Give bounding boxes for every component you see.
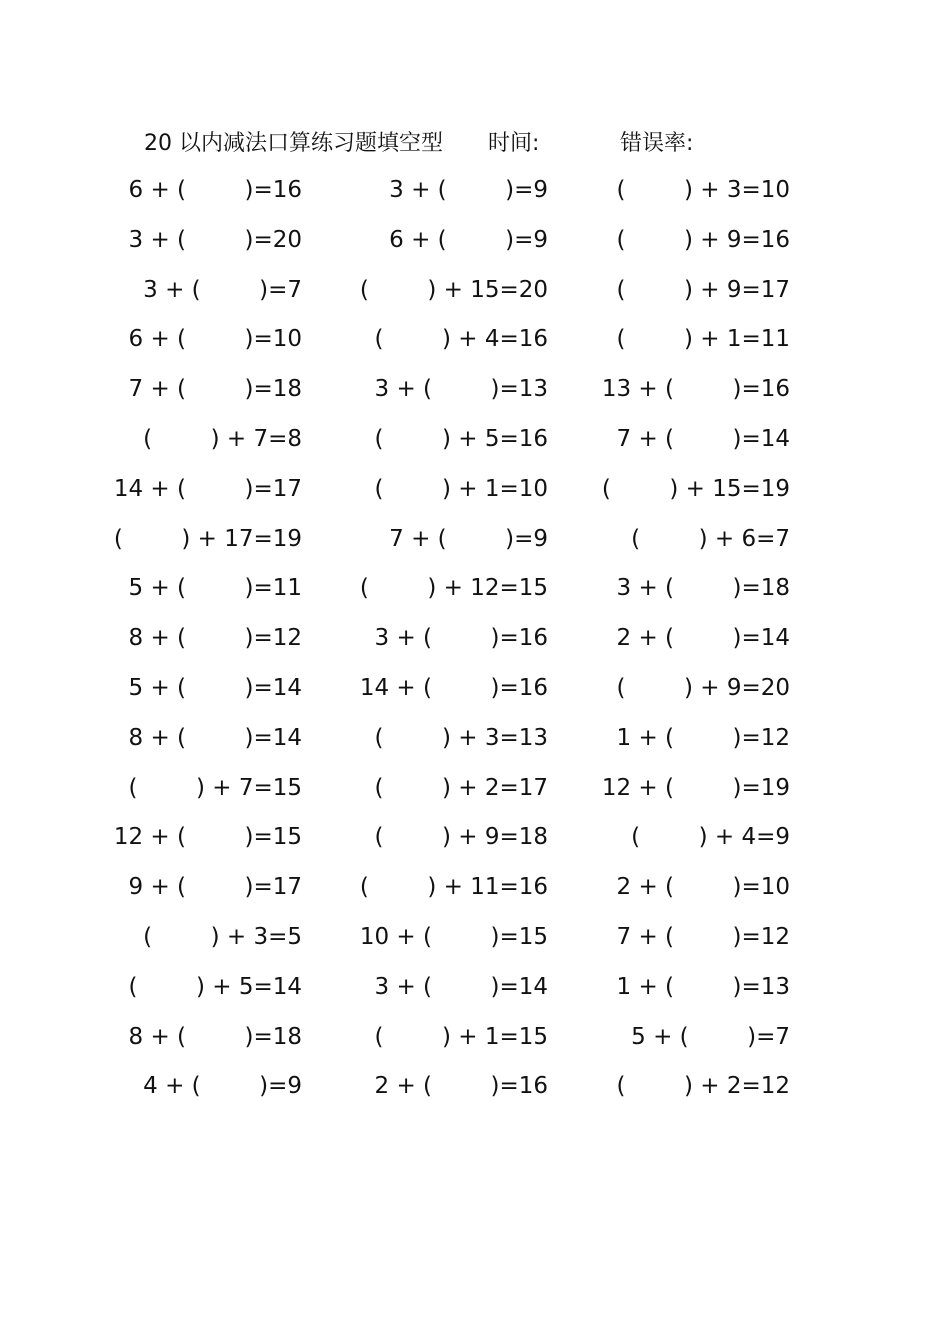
problem-item: 8 + ( )=12 — [128, 625, 302, 651]
problem-item: 3 + ( )=13 — [374, 376, 548, 402]
problem-item: ( ) + 15=20 — [359, 277, 548, 303]
problem-item: ( ) + 7=8 — [143, 426, 302, 452]
problem-item: ( ) + 9=20 — [616, 675, 790, 701]
problem-item: ( ) + 3=5 — [143, 924, 302, 950]
problem-item: ( ) + 5=16 — [374, 426, 548, 452]
problem-item: ( ) + 9=18 — [374, 824, 548, 850]
problem-item: ( ) + 5=14 — [128, 974, 302, 1000]
header-row — [0, 126, 950, 158]
problem-row — [0, 874, 950, 914]
problem-item: 4 + ( )=9 — [143, 1073, 302, 1099]
problem-item: ( ) + 1=15 — [374, 1024, 548, 1050]
problem-item: ( ) + 3=13 — [374, 725, 548, 751]
problem-item: ( ) + 1=11 — [616, 326, 790, 352]
problem-item: 1 + ( )=13 — [616, 974, 790, 1000]
problem-row — [0, 426, 950, 466]
problem-item: 12 + ( )=19 — [601, 775, 790, 801]
problem-item: ( ) + 9=16 — [616, 227, 790, 253]
problem-row — [0, 974, 950, 1014]
problem-row — [0, 625, 950, 665]
problem-item: ( ) + 9=17 — [616, 277, 790, 303]
problem-item: ( ) + 15=19 — [601, 476, 790, 502]
problem-row — [0, 277, 950, 317]
problem-row — [0, 376, 950, 416]
problem-item: 14 + ( )=16 — [359, 675, 548, 701]
problem-item: 3 + ( )=9 — [389, 177, 548, 203]
time-label: 时间: — [488, 131, 540, 156]
problem-item: 2 + ( )=14 — [616, 625, 790, 651]
problem-item: 7 + ( )=9 — [389, 526, 548, 552]
problem-row — [0, 526, 950, 566]
problem-row — [0, 227, 950, 267]
problem-row — [0, 326, 950, 366]
problem-item: ( ) + 2=17 — [374, 775, 548, 801]
problem-item: 6 + ( )=9 — [389, 227, 548, 253]
problem-row — [0, 1024, 950, 1064]
problem-row — [0, 824, 950, 864]
problem-item: ( ) + 17=19 — [113, 526, 302, 552]
problem-item: 7 + ( )=18 — [128, 376, 302, 402]
problem-item: 3 + ( )=7 — [143, 277, 302, 303]
problem-item: 3 + ( )=18 — [616, 575, 790, 601]
problem-item: 9 + ( )=17 — [128, 874, 302, 900]
problem-row — [0, 476, 950, 516]
problem-item: 5 + ( )=14 — [128, 675, 302, 701]
problem-item: 8 + ( )=18 — [128, 1024, 302, 1050]
problem-row — [0, 575, 950, 615]
worksheet-title: 20 以内减法口算练习题填空型 — [144, 131, 443, 156]
problem-item: ( ) + 12=15 — [359, 575, 548, 601]
error-rate-label: 错误率: — [620, 131, 694, 156]
problem-item: ( ) + 6=7 — [631, 526, 790, 552]
problem-item: ( ) + 4=16 — [374, 326, 548, 352]
problem-item: 7 + ( )=14 — [616, 426, 790, 452]
problem-row — [0, 924, 950, 964]
problem-item: ( ) + 3=10 — [616, 177, 790, 203]
problem-item: 6 + ( )=10 — [128, 326, 302, 352]
problem-item: 5 + ( )=11 — [128, 575, 302, 601]
problem-item: 7 + ( )=12 — [616, 924, 790, 950]
problem-row — [0, 675, 950, 715]
problem-item: 14 + ( )=17 — [113, 476, 302, 502]
problem-row — [0, 1073, 950, 1113]
problem-item: 5 + ( )=7 — [631, 1024, 790, 1050]
problem-item: 6 + ( )=16 — [128, 177, 302, 203]
problem-item: ( ) + 1=10 — [374, 476, 548, 502]
problem-row — [0, 177, 950, 217]
problem-item: ( ) + 11=16 — [359, 874, 548, 900]
problem-item: ( ) + 7=15 — [128, 775, 302, 801]
problem-row — [0, 725, 950, 765]
problem-item: 3 + ( )=16 — [374, 625, 548, 651]
problem-item: 2 + ( )=10 — [616, 874, 790, 900]
problem-item: 13 + ( )=16 — [601, 376, 790, 402]
problem-item: 3 + ( )=14 — [374, 974, 548, 1000]
problem-item: 10 + ( )=15 — [359, 924, 548, 950]
problem-item: 1 + ( )=12 — [616, 725, 790, 751]
problem-item: 12 + ( )=15 — [113, 824, 302, 850]
problem-item: ( ) + 2=12 — [616, 1073, 790, 1099]
problem-item: 3 + ( )=20 — [128, 227, 302, 253]
problem-item: 8 + ( )=14 — [128, 725, 302, 751]
problem-item: 2 + ( )=16 — [374, 1073, 548, 1099]
problem-row — [0, 775, 950, 815]
problem-item: ( ) + 4=9 — [631, 824, 790, 850]
